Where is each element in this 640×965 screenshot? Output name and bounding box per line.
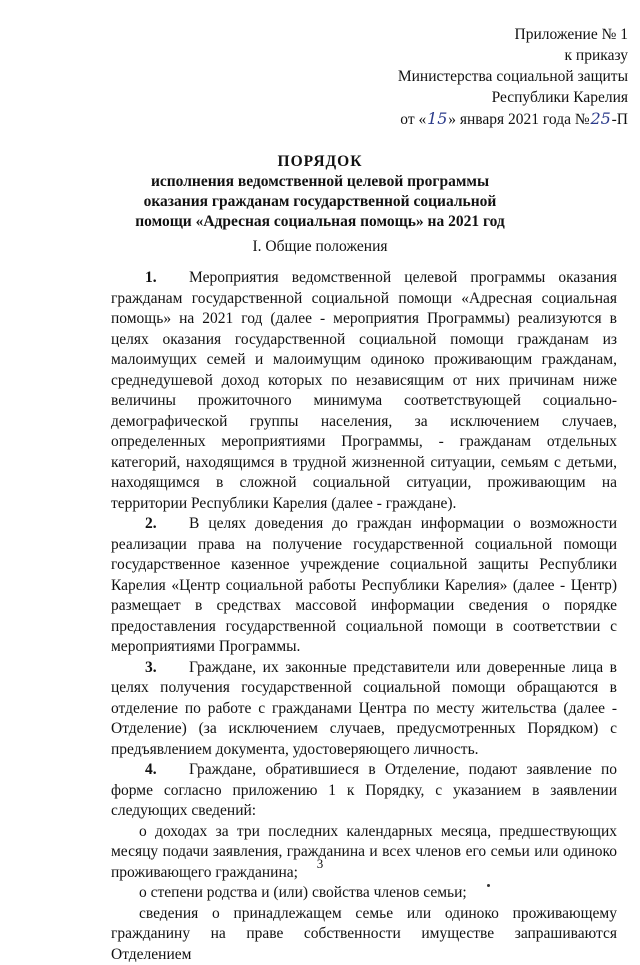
republic-line: Республики Карелия — [328, 87, 628, 108]
subitem-property: сведения о принадлежащем семье или одиноко проживающему гражданину на праве собственности имуществе запрашиваются Отделением — [111, 904, 617, 965]
ministry-line: Министерства социальной защиты — [328, 66, 628, 87]
subitem-kinship: о степени родства и (или) свойства членов семьи; — [111, 883, 617, 904]
paragraph-text: Граждане, обратившиеся в Отделение, подают заявление по форме согласно приложению 1 к Порядку, с указанием в заявлении следующих сведений: — [111, 761, 617, 819]
scan-speck — [487, 884, 490, 887]
title-line-1: исполнения ведомственной целевой программы — [0, 172, 640, 192]
appendix-header — [328, 24, 628, 130]
subitem-income: о доходах за три последних календарных месяца, предшествующих месяцу подачи заявления, гражданина и всех членов его семьи или одиноко проживающего гражданина; — [111, 822, 617, 884]
date-prefix: от « — [400, 111, 426, 128]
paragraph-number: 3. — [145, 658, 167, 679]
paragraph-text: Граждане, их законные представители или доверенные лица в целях получения государственной социальной помощи обращаются в отделение по работе с гражданами Центра по месту жительства (далее - Отделение) (за исключением случаев, предусмотренных Порядком) с предъявлением документа, удостоверяющего личность. — [111, 659, 617, 758]
paragraph-number: 4. — [145, 760, 167, 781]
handwritten-day: 15 — [426, 108, 448, 129]
paragraph-number: 2. — [145, 514, 167, 535]
title-main: ПОРЯДОК — [0, 152, 640, 172]
date-middle: » января 2021 года № — [448, 111, 589, 128]
paragraph-number: 1. — [145, 268, 167, 289]
section-heading: I. Общие положения — [0, 238, 640, 256]
order-line: к приказу — [328, 45, 628, 66]
paragraph-text: Мероприятия ведомственной целевой программы оказания гражданам государственной социальной помощи «Адресная социальная помощь» на 2021 год (далее - мероприятия Программы) реализуются в целях оказания государственной социальной помощи гражданам из малоимущих семей и малоимущим одиноко проживающим гражданам, среднедушевой доход которых по независящим от них причинам ниже величины прожиточного минимума соответствующей социально-демографической группы населения, за исключением случаев, определенных мероприятиями Программы, - гражданам отдельных категорий, находящимся в трудной жизненной ситуации, семьям с детьми, находящимся в сложной социальной ситуации, проживающим на территории Республики Карелия (далее - граждане). — [111, 269, 617, 512]
date-line — [328, 108, 628, 130]
document-title — [0, 152, 640, 232]
date-suffix: -П — [612, 111, 628, 128]
paragraph-text: В целях доведения до граждан информации о возможности реализации права на получение государственной социальной помощи государственное казенное учреждение социальной защиты Республики Карелия «Центр социальной работы Республики Карелия» (далее - Центр) размещает в средствах массовой информации сведения о порядке предоставления государственной социальной помощи в соответствии с мероприятиями Программы. — [111, 515, 617, 655]
paragraph-1 — [111, 268, 617, 514]
paragraph-3 — [111, 658, 617, 761]
title-line-3: помощи «Адресная социальная помощь» на 2021 год — [0, 212, 640, 232]
page-number: 3 — [0, 856, 640, 872]
appendix-line: Приложение № 1 — [328, 24, 628, 45]
paragraph-2 — [111, 514, 617, 658]
title-line-2: оказания гражданам государственной социальной — [0, 192, 640, 212]
paragraph-4 — [111, 760, 617, 822]
handwritten-number: 25 — [590, 108, 612, 129]
